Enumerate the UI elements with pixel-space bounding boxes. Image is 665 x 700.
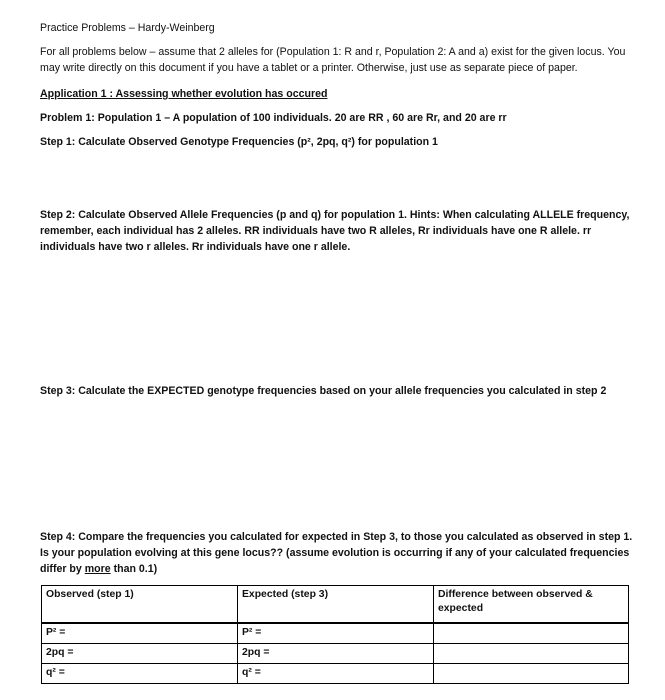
step-4-text-before: Step 4: Compare the frequencies you calculated for expected in Step 3, to those you calculated as observed in step 1. Is your population evolving at this gene locus?? (assume evolution is occurring if any of your calculated frequencies differ by xyxy=(40,531,633,575)
application-heading: Application 1 : Assessing whether evolution has occured xyxy=(40,88,328,100)
step-2-instruction: Step 2: Calculate Observed Allele Frequencies (p and q) for population 1. Hints: When calculating ALLELE frequency, remember, each individual has 2 alleles. RR individuals have two R alleles, Rr individuals have one R allele. rr individuals have two r alleles. Rr individuals have one r allele. xyxy=(40,209,630,253)
step-4-emphasis: more xyxy=(84,563,111,575)
observed-p2-cell[interactable]: P² = xyxy=(42,624,238,644)
problem-1-statement: Problem 1: Population 1 – A population of 100 individuals. 20 are RR , 60 are Rr, and 20 are rr xyxy=(40,112,507,124)
expected-2pq-cell[interactable]: 2pq = xyxy=(238,644,434,664)
table-header-row xyxy=(42,586,629,623)
observed-2pq-cell[interactable]: 2pq = xyxy=(42,644,238,664)
table-row xyxy=(42,624,629,644)
expected-p2-cell[interactable]: P² = xyxy=(238,624,434,644)
worksheet-title: Practice Problems – Hardy-Weinberg xyxy=(40,22,215,34)
header-observed: Observed (step 1) xyxy=(42,586,238,623)
observed-q2-cell[interactable]: q² = xyxy=(42,664,238,684)
step-4-instruction xyxy=(40,529,635,577)
table-row xyxy=(42,664,629,684)
difference-p2-cell[interactable] xyxy=(434,624,629,644)
difference-2pq-cell[interactable] xyxy=(434,644,629,664)
table-row xyxy=(42,644,629,664)
expected-q2-cell[interactable]: q² = xyxy=(238,664,434,684)
step-1-instruction: Step 1: Calculate Observed Genotype Frequencies (p², 2pq, q²) for population 1 xyxy=(40,136,438,148)
step-4-text-after: than 0.1) xyxy=(110,563,158,575)
comparison-table xyxy=(41,585,629,684)
intro-paragraph: For all problems below – assume that 2 alleles for (Population 1: R and r, Population 2: A and a) exist for the given locus. You may write directly on this document if you have a tablet or a printer. Otherwise, just use as separate piece of paper. xyxy=(40,46,626,74)
step-3-instruction: Step 3: Calculate the EXPECTED genotype frequencies based on your allele frequencies you calculated in step 2 xyxy=(40,385,607,397)
difference-q2-cell[interactable] xyxy=(434,664,629,684)
header-difference: Difference between observed & expected xyxy=(434,586,629,623)
header-expected: Expected (step 3) xyxy=(238,586,434,623)
